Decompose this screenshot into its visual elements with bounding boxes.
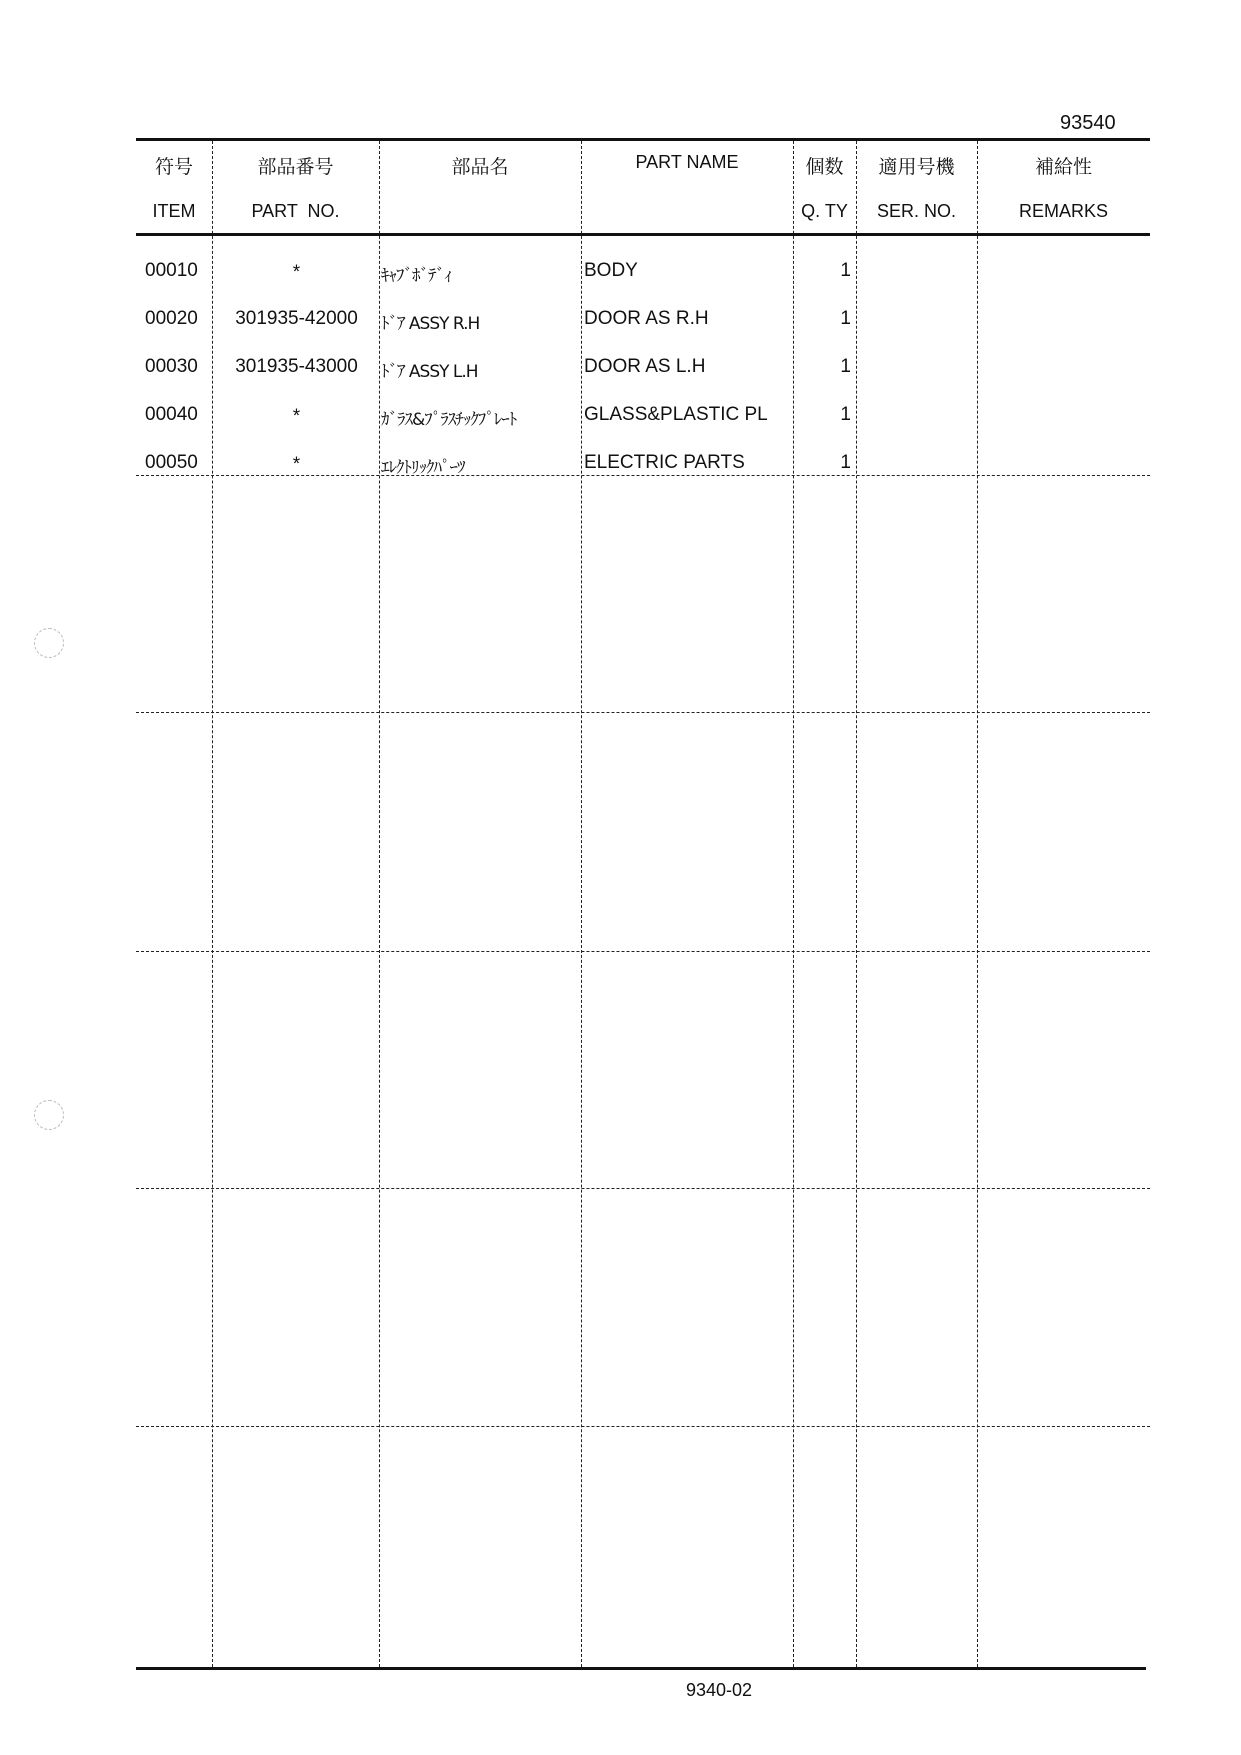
page-number: 93540 xyxy=(1060,112,1116,134)
row-qty: 1 xyxy=(840,356,851,377)
row-item: 00020 xyxy=(145,308,198,329)
row-name-en: GLASS&PLASTIC PL xyxy=(584,404,768,425)
column-divider-5 xyxy=(856,141,857,1667)
row-part-no: 301935-42000 xyxy=(235,308,358,329)
row-qty: 1 xyxy=(840,260,851,281)
row-qty: 1 xyxy=(840,452,851,473)
section-rule-1 xyxy=(136,712,1150,713)
section-rule-2 xyxy=(136,951,1150,952)
row-part-no: 301935-43000 xyxy=(235,356,358,377)
column-divider-3 xyxy=(581,141,582,1667)
header-qty-jp: 個数 xyxy=(805,156,844,178)
row-name-jp: ｷｬﾌﾞﾎﾞﾃﾞｨ xyxy=(381,266,452,286)
punch-hole-mark-1 xyxy=(34,628,64,658)
header-qty-en: Q. TY xyxy=(801,201,848,221)
row-name-en: BODY xyxy=(584,260,638,281)
header-part-no-en: PART NO. xyxy=(251,201,340,221)
column-divider-1 xyxy=(212,141,213,1667)
header-part-name-en: PART NAME xyxy=(635,152,739,172)
row-name-en: ELECTRIC PARTS xyxy=(584,452,745,473)
row-name-jp: ﾄﾞｱ ASSY L.H xyxy=(381,362,478,382)
table-top-rule xyxy=(136,138,1150,141)
row-part-no: * xyxy=(292,406,301,427)
row-name-jp: ｶﾞﾗｽ&ﾌﾟﾗｽﾁｯｸﾌﾟﾚｰﾄ xyxy=(381,410,517,430)
row-qty: 1 xyxy=(840,308,851,329)
punch-hole-mark-2 xyxy=(34,1100,64,1130)
header-ser-no-jp: 適用号機 xyxy=(878,156,955,178)
header-ser-no-en: SER. NO. xyxy=(876,201,956,221)
row-name-en: DOOR AS L.H xyxy=(584,356,706,377)
row-name-en: DOOR AS R.H xyxy=(584,308,709,329)
row-item: 00030 xyxy=(145,356,198,377)
header-part-no-jp: 部品番号 xyxy=(257,156,334,178)
row-part-no: * xyxy=(292,262,301,283)
header-item-en: ITEM xyxy=(152,201,196,221)
header-part-name-jp: 部品名 xyxy=(451,156,509,178)
row-item: 00040 xyxy=(145,404,198,425)
table-bottom-rule xyxy=(136,1667,1146,1670)
row-item: 00050 xyxy=(145,452,198,473)
header-item-jp: 符号 xyxy=(154,156,193,178)
section-rule-3 xyxy=(136,1188,1150,1189)
column-divider-4 xyxy=(793,141,794,1667)
header-remarks-jp: 補給性 xyxy=(1034,156,1092,178)
row-part-no: * xyxy=(292,454,301,475)
row-qty: 1 xyxy=(840,404,851,425)
row-name-jp: ｴﾚｸﾄﾘｯｸﾊﾟｰﾂ xyxy=(381,458,465,478)
row-item: 00010 xyxy=(145,260,198,281)
column-divider-6 xyxy=(977,141,978,1667)
row-name-jp: ﾄﾞｱ ASSY R.H xyxy=(381,314,480,334)
footer-code: 9340-02 xyxy=(686,1680,753,1700)
header-bottom-rule xyxy=(136,233,1150,236)
section-rule-4 xyxy=(136,1426,1150,1427)
header-remarks-en: REMARKS xyxy=(1018,201,1108,221)
column-divider-2 xyxy=(379,141,380,1667)
